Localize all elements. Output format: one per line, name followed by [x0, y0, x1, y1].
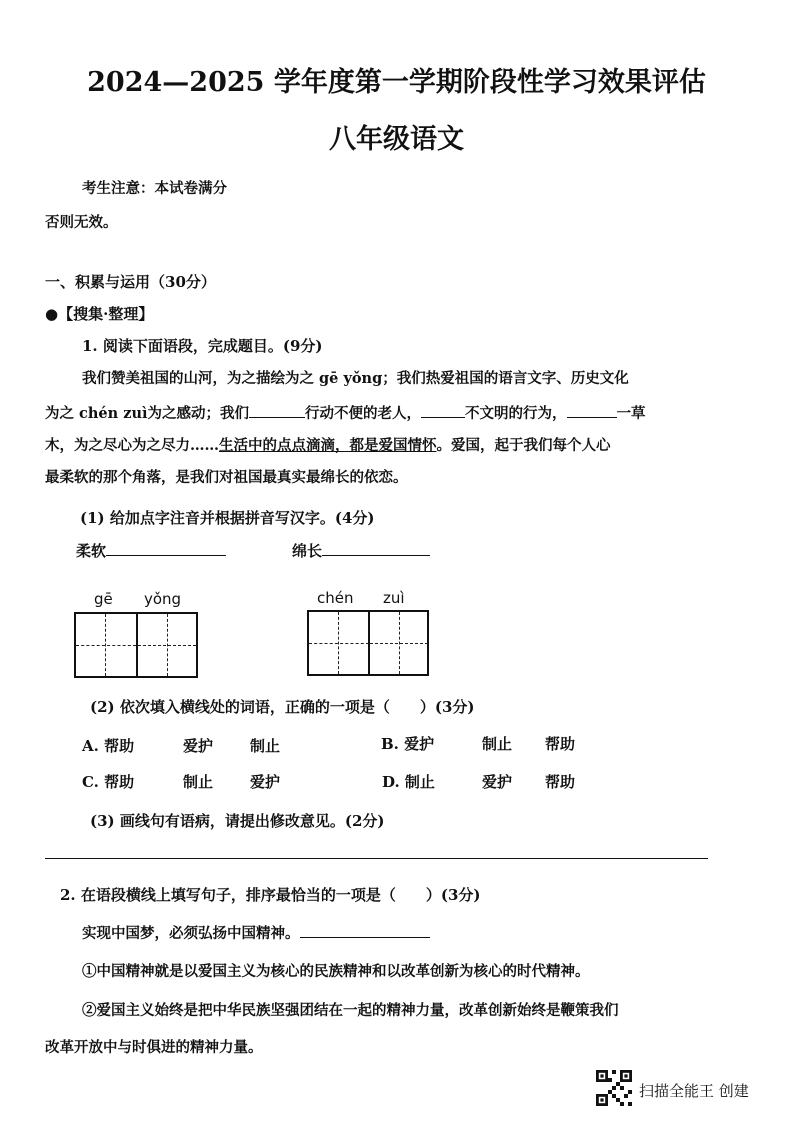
grid-cell[interactable] [136, 614, 196, 676]
pinyin-ge: gē [94, 590, 113, 608]
subquestion-2-title: (2) 依次填入横线处的词语，正确的一项是（ ）(3分) [90, 698, 475, 716]
question-2-item-2-line-1: ②爱国主义始终是把中华民族坚强团结在一起的精神力量，改革创新始终是鞭策我们 [82, 1002, 619, 1019]
option-d-word-3: 帮助 [545, 773, 576, 791]
blank-2[interactable] [421, 403, 465, 418]
option-c-word-3: 爱护 [250, 773, 281, 791]
passage-line-2-b: 行动不便的老人， [305, 405, 422, 422]
option-c-word-1: C. 帮助 [82, 773, 135, 791]
notice-tail: 否则无效。 [45, 214, 118, 231]
passage-line-3-a: 木，为之尽心为之尽力…… [45, 437, 219, 454]
option-b[interactable] [381, 733, 434, 754]
blank-1[interactable] [249, 403, 305, 418]
word-row-2 [292, 540, 430, 561]
question-2-item-2-line-2: 改革开放中与时俱进的精神力量。 [45, 1039, 263, 1056]
option-a-word-2: 爱护 [183, 737, 214, 755]
blank-3[interactable] [567, 403, 617, 418]
question-2-item-1: ①中国精神就是以爱国主义为核心的民族精神和以改革创新为核心的时代精神。 [82, 963, 590, 980]
option-a-word-3: 制止 [250, 737, 281, 755]
pinyin-zui: zuì [383, 589, 405, 607]
writing-grid-chenzui[interactable] [307, 610, 429, 676]
question-2-blank[interactable] [300, 923, 430, 938]
pinyin-chen: chén [317, 589, 354, 607]
passage-line-2-d: 一草 [616, 405, 646, 422]
passage-line-3 [45, 434, 611, 455]
writing-grid-geyong[interactable] [74, 612, 198, 678]
subsection-heading [45, 303, 153, 324]
option-d-word-1: D. 制止 [382, 773, 435, 791]
grid-cell[interactable] [76, 614, 136, 676]
word-row [76, 540, 226, 561]
option-d[interactable] [382, 771, 435, 792]
question-2-line-1 [82, 922, 430, 943]
subquestion-3-title: (3) 画线句有语病，请提出修改意见。(2分) [90, 812, 385, 830]
option-d-word-2: 爱护 [482, 773, 513, 791]
pinyin-yong: yǒng [144, 590, 182, 608]
word-2-answer-blank[interactable] [322, 541, 430, 556]
grid-cell[interactable] [368, 612, 428, 674]
subquestion-1-title: (1) 给加点字注音并根据拼音写汉字。(4分) [80, 509, 375, 527]
option-a-word-1: A. 帮助 [82, 737, 135, 755]
passage-line-4: 最柔软的那个角落，是我们对祖国最真实最绵长的依恋。 [45, 469, 408, 486]
exam-subject: 八年级语文 [329, 124, 464, 155]
question-2-title: 2. 在语段横线上填写句子，排序最恰当的一项是（ ）(3分) [60, 886, 481, 904]
bullet-icon: ● [45, 305, 59, 323]
qr-code-icon [596, 1070, 632, 1106]
grid-cell[interactable] [309, 612, 369, 674]
section-heading: 一、积累与运用（30分） [45, 273, 216, 291]
option-a[interactable] [82, 735, 134, 756]
passage-line-3-c: 。爱国，起于我们每个人心 [436, 437, 611, 454]
passage-line-2-a: 为之 chén zuì为之感动；我们 [45, 405, 250, 422]
word-2: 绵长 [292, 542, 323, 560]
subsection-label: 【搜集·整理】 [58, 305, 154, 323]
option-b-word-2: 制止 [482, 735, 513, 753]
option-c[interactable] [82, 771, 134, 792]
word-1-answer-blank[interactable] [106, 541, 226, 556]
notice-label: 考生注意：本试卷满分 [82, 180, 227, 197]
underlined-sentence: 生活中的点点滴滴，都是爱国情怀 [219, 437, 437, 454]
passage-line-2 [45, 402, 646, 423]
passage-line-1: 我们赞美祖国的山河，为之描绘为之 gē yǒng；我们热爱祖国的语言文字、历史文化 [82, 370, 629, 387]
question-1-title: 1. 阅读下面语段，完成题目。(9分) [82, 337, 323, 355]
option-b-word-3: 帮助 [545, 735, 576, 753]
word-1: 柔软 [76, 542, 107, 560]
exam-title: 2024—2025 学年度第一学期阶段性学习效果评估 [87, 67, 706, 98]
passage-line-2-c: 不文明的行为， [465, 405, 567, 422]
answer-line[interactable] [45, 858, 708, 859]
option-c-word-2: 制止 [183, 773, 214, 791]
option-b-word-1: B. 爱护 [381, 735, 435, 753]
scanner-watermark: 扫描全能王 创建 [639, 1082, 749, 1100]
question-2-line-1-text: 实现中国梦，必须弘扬中国精神。 [82, 925, 300, 942]
